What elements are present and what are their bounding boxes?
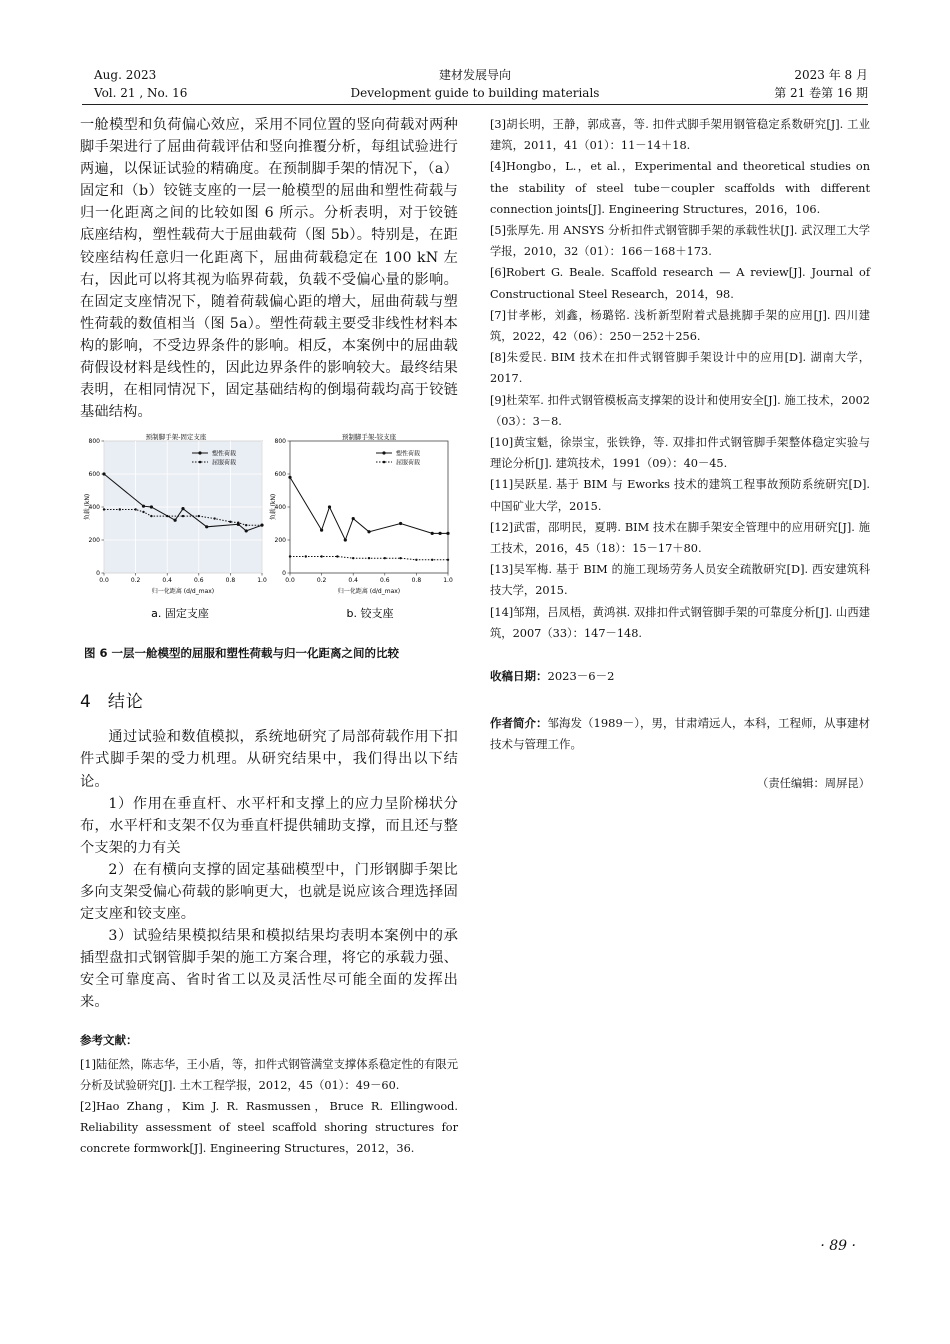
conclusion-intro: 通过试验和数值模拟，系统地研究了局部荷载作用下扣件式脚手架的受力机理。从研究结果中，我们得出以下结论。 xyxy=(80,729,458,790)
chart-a-point-yield xyxy=(150,515,152,517)
chart-a-point-plastic xyxy=(245,530,248,533)
chart-b-xlabel: 归一化距离 (d/d_max) xyxy=(337,588,401,596)
chart-a-point-yield xyxy=(229,521,231,523)
header-date-en: Aug. 2023 xyxy=(94,68,157,82)
chart-b-xtick-label: 1.0 xyxy=(443,577,453,585)
reference-item: [9]杜荣军. 扣件式钢管模板高支撑架的设计和使用安全[J]. 施工技术，2002（03）：3－8. xyxy=(490,393,870,428)
chart-b-point-plastic xyxy=(344,539,347,542)
chart-b-point-yield xyxy=(368,557,370,559)
chart-b-point-yield xyxy=(447,559,449,561)
received-date xyxy=(490,666,870,687)
conclusion-point-2: 2）在有横向支撑的固定基础模型中，门形钢脚手架比多向支架受偏心荷载的影响更大，也就是说应该合理选择固定支座和铰支座。 xyxy=(80,861,458,923)
author-value: 邹海发（1989－），男，甘肃靖远人，本科，工程师，从事建材技术与管理工作。 xyxy=(490,716,871,752)
chart-a-ytick-label: 200 xyxy=(88,537,100,545)
header-volume-en: Vol. 21 , No. 16 xyxy=(94,86,188,100)
references-left xyxy=(80,1054,458,1160)
chart-b-point-yield xyxy=(336,556,338,558)
chart-b-point-yield xyxy=(399,557,401,559)
references-heading: 参考文献： xyxy=(80,1032,138,1047)
chart-b-legend-yield: 屈服荷载 xyxy=(396,459,421,467)
section-number: 4 xyxy=(80,692,92,713)
chart-b-point-yield xyxy=(431,559,433,561)
chart-a-xtick-label: 0.0 xyxy=(99,577,109,585)
reference-item: [8]朱爱民. BIM 技术在扣件式钢管脚手架设计中的应用[D]. 湖南大学，2017. xyxy=(490,351,870,386)
chart-b-point-plastic xyxy=(439,532,442,535)
chart-a-ytick-label: 600 xyxy=(88,471,100,479)
chart-b-ytick-label: 800 xyxy=(274,438,286,446)
chart-b-point-plastic xyxy=(431,532,434,535)
chart-b-point-plastic xyxy=(446,532,449,535)
received-value: 2023－6－2 xyxy=(547,669,615,684)
chart-a-legend-yield: 屈服荷载 xyxy=(212,459,237,467)
chart-a-point-yield xyxy=(103,509,105,511)
figure-6-charts xyxy=(80,431,458,623)
chart-b-ytick-label: 600 xyxy=(274,471,286,479)
figure-6 xyxy=(80,431,458,623)
reference-item: [5]张厚先. 用 ANSYS 分析扣件式钢管脚手架的承载性状[J]. 武汉理工大学学报，2010，32（01）：166－168＋173. xyxy=(490,224,870,259)
reference-item: [4]Hongbo，L.，et al.，Experimental and theoretical studies on the stability of steel tube－coupler scaffolds with different connection joints[J]. Engineering Structures，2016，106. xyxy=(490,160,870,216)
page-number: · 89 · xyxy=(820,1238,856,1254)
chart-b-plot-area xyxy=(290,441,448,573)
reference-item: [1]陆征然，陈志华，王小盾，等，扣件式钢管满堂支撑体系稳定性的有限元分析及试验研究[J]. 土木工程学报，2012，45（01）：49－60. xyxy=(80,1057,458,1092)
left-column xyxy=(80,114,458,1160)
chart-b-title: 预制脚手架-铰支座 xyxy=(341,433,397,442)
journal-title-cn: 建材发展导向 xyxy=(438,68,511,82)
paragraph-1: 一舱模型和负荷偏心效应，采用不同位置的竖向荷载对两种脚手架进行了屈曲荷载评估和竖向推覆分析，每组试验进行两遍，以保证试验的精确度。在预制脚手架的情况下，（a）固定和（b）铰链支座的一层一舱模型的屈曲和塑性荷载与归一化距离之间的比较如图 6 所示。分析表明，对于铰链底座结构，塑性载荷大于屈曲载荷（图 5b）。特别是，在距铰座结构任意归一化距离下，屈曲荷载稳定在 100 kN 左右，因此可以将其视为临界荷载，负载不受偏心量的影响。在固定支座情况下，随着荷载偏心距的增大，屈曲荷载与塑性荷载的数值相当（图 5a）。塑性荷载主要受非线性材料本构的影响，不受边界条件的影响。相反，本案例中的屈曲载荷假设材料是线性的，因此边界条件的影响较大。最终结果表明，在相同情况下，固定基础结构的倒塌荷载均高于铰链基础结构。 xyxy=(80,117,458,421)
conclusion-point-3: 3）试验结果模拟结果和模拟结果均表明本案例中的承插型盘扣式钢管脚手架的施工方案合理，将它的承载力强、安全可靠度高、省时省工以及灵活性尽可能全面的发挥出来。 xyxy=(80,928,458,1011)
chart-a-point-yield xyxy=(198,515,200,517)
figure-caption: 图 6 一层一舱模型的屈服和塑性荷载与归一化距离之间的比较 xyxy=(84,646,400,661)
author-label: 作者简介： xyxy=(490,716,548,731)
chart-b-point-plastic xyxy=(320,529,323,532)
chart-b-xtick-label: 0.6 xyxy=(380,577,390,585)
references-right xyxy=(490,114,870,644)
chart-a-ytick-label: 800 xyxy=(88,438,100,446)
chart-a xyxy=(83,432,267,595)
reference-item: [6]Robert G. Beale. Scaffold research — A review[J]. Journal of Constructional Steel Research，2014，98. xyxy=(490,266,870,301)
chart-a-point-yield xyxy=(142,511,144,513)
chart-b-ylabel: 负载 (kN) xyxy=(270,494,277,521)
received-label: 收稿日期： xyxy=(490,669,548,684)
chart-a-point-yield xyxy=(213,518,215,520)
chart-b-point-yield xyxy=(320,556,322,558)
chart-a-point-yield xyxy=(134,509,136,511)
chart-b-point-yield xyxy=(384,557,386,559)
chart-a-xlabel: 归一化距离 (d/d_max) xyxy=(151,588,215,596)
chart-a-ytick-label: 0 xyxy=(96,570,100,578)
chart-b-point-yield xyxy=(305,556,307,558)
chart-a-xtick-label: 0.4 xyxy=(162,577,172,585)
chart-a-point-plastic xyxy=(205,526,208,529)
chart-a-point-yield xyxy=(166,515,168,517)
reference-item: [12]武雷，邵明民，夏聘. BIM 技术在脚手架安全管理中的应用研究[J]. 施工技术，2016，45（18）：15－17＋80. xyxy=(490,520,870,556)
right-column xyxy=(490,114,870,791)
chart-a-point-yield xyxy=(261,524,263,526)
chart-b-point-plastic xyxy=(328,506,331,509)
chart-a-xtick-label: 1.0 xyxy=(257,577,267,585)
chart-a-point-plastic xyxy=(102,473,105,476)
chart-a-point-plastic xyxy=(150,506,153,509)
chart-a-point-yield xyxy=(237,522,239,524)
chart-b xyxy=(269,432,453,595)
chart-b-ytick-label: 200 xyxy=(274,537,286,545)
subfigure-b-label: b. 铰支座 xyxy=(346,607,394,621)
header-date-cn: 2023 年 8 月 xyxy=(794,68,868,82)
chart-b-ytick-label: 400 xyxy=(274,504,286,512)
chart-b-point-yield xyxy=(352,557,354,559)
header-divider xyxy=(82,104,868,105)
chart-a-xtick-label: 0.6 xyxy=(194,577,204,585)
chart-b-xtick-label: 0.8 xyxy=(411,577,422,585)
chart-b-xtick-label: 0.2 xyxy=(316,577,327,585)
reference-item: [13]吴军梅. 基于 BIM 的施工现场劳务人员安全疏散研究[D]. 西安建筑科技大学，2015. xyxy=(490,563,870,598)
chart-a-point-plastic xyxy=(142,505,145,508)
chart-a-ytick-label: 400 xyxy=(88,504,100,512)
chart-b-xtick-label: 0.4 xyxy=(348,577,358,585)
chart-a-title: 预制脚手架-固定支座 xyxy=(145,433,207,442)
reference-item: [11]吴跃星. 基于 BIM 与 Eworks 技术的建筑工程事故预防系统研究[D]. 中国矿业大学，2015. xyxy=(490,478,870,513)
reference-item: [14]邹翔，吕凤梧，黄鸿祺. 双排扣件式钢管脚手架的可靠度分析[J]. 山西建筑，2007（33）：147－148. xyxy=(490,605,870,640)
chart-b-point-plastic xyxy=(288,476,291,479)
journal-date-volume xyxy=(94,66,187,102)
chart-b-xtick-label: 0.0 xyxy=(285,577,295,585)
chart-b-point-yield xyxy=(289,556,291,558)
chart-a-point-yield xyxy=(119,509,121,511)
section-title-text: 结论 xyxy=(107,692,144,713)
subfigure-a-label: a. 固定支座 xyxy=(151,607,209,621)
reference-item: [10]黄宝魁，徐崇宝，张铁铮，等. 双排扣件式钢管脚手架整体稳定实验与理论分析[J]. 建筑技术，1991（09）：40－45. xyxy=(490,436,870,471)
section-heading xyxy=(80,687,458,712)
header-volume-cn: 第 21 卷第 16 期 xyxy=(774,86,868,100)
chart-a-xtick-label: 0.8 xyxy=(225,577,236,585)
chart-a-ylabel: 负载 (kN) xyxy=(84,494,91,521)
author-bio xyxy=(490,713,870,755)
chart-a-xtick-label: 0.2 xyxy=(130,577,141,585)
chart-a-point-yield xyxy=(245,524,247,526)
conclusion-point-1: 1）作用在垂直杆、水平杆和支撑上的应力呈阶梯状分布，水平杆和支架不仅为垂直杆提供辅助支撑，而且还与整个支架的力有关 xyxy=(80,795,458,856)
body-paragraph xyxy=(80,114,458,423)
journal-date-volume-cn xyxy=(774,66,868,102)
chart-b-point-yield xyxy=(415,559,417,561)
reference-item: [3]胡长明，王静，郭成喜，等. 扣件式脚手架用钢管稳定系数研究[J]. 工业建筑，2011，41（01）：11－14＋18. xyxy=(490,118,870,153)
chart-b-point-plastic xyxy=(367,530,370,533)
chart-a-point-plastic xyxy=(181,507,184,510)
chart-b-point-plastic xyxy=(352,517,355,520)
chart-a-point-yield xyxy=(182,515,184,517)
reference-item: [7]甘孝彬，刘鑫，杨璐铭. 浅析新型附着式悬挑脚手架的应用[J]. 四川建筑，2022，42（06）：250－252＋256. xyxy=(490,308,870,344)
journal-title-en: Development guide to building materials xyxy=(350,86,600,100)
chart-a-legend-plastic: 塑性荷载 xyxy=(212,450,237,458)
chart-b-legend-plastic: 塑性荷载 xyxy=(396,450,421,458)
chart-b-ytick-label: 0 xyxy=(282,570,286,578)
reference-item: [2]Hao Zhang，Kim J. R. Rasmussen，Bruce R. Ellingwood. Reliability assessment of steel scaffold shoring structures for concrete formwork[J]. Engineering Structures，2012，36. xyxy=(80,1099,458,1156)
journal-title xyxy=(300,66,650,102)
chart-a-point-plastic xyxy=(174,519,177,522)
conclusion-body xyxy=(80,726,458,1013)
responsible-editor: （责任编辑：周屏昆） xyxy=(757,777,870,791)
chart-b-point-plastic xyxy=(399,522,402,525)
